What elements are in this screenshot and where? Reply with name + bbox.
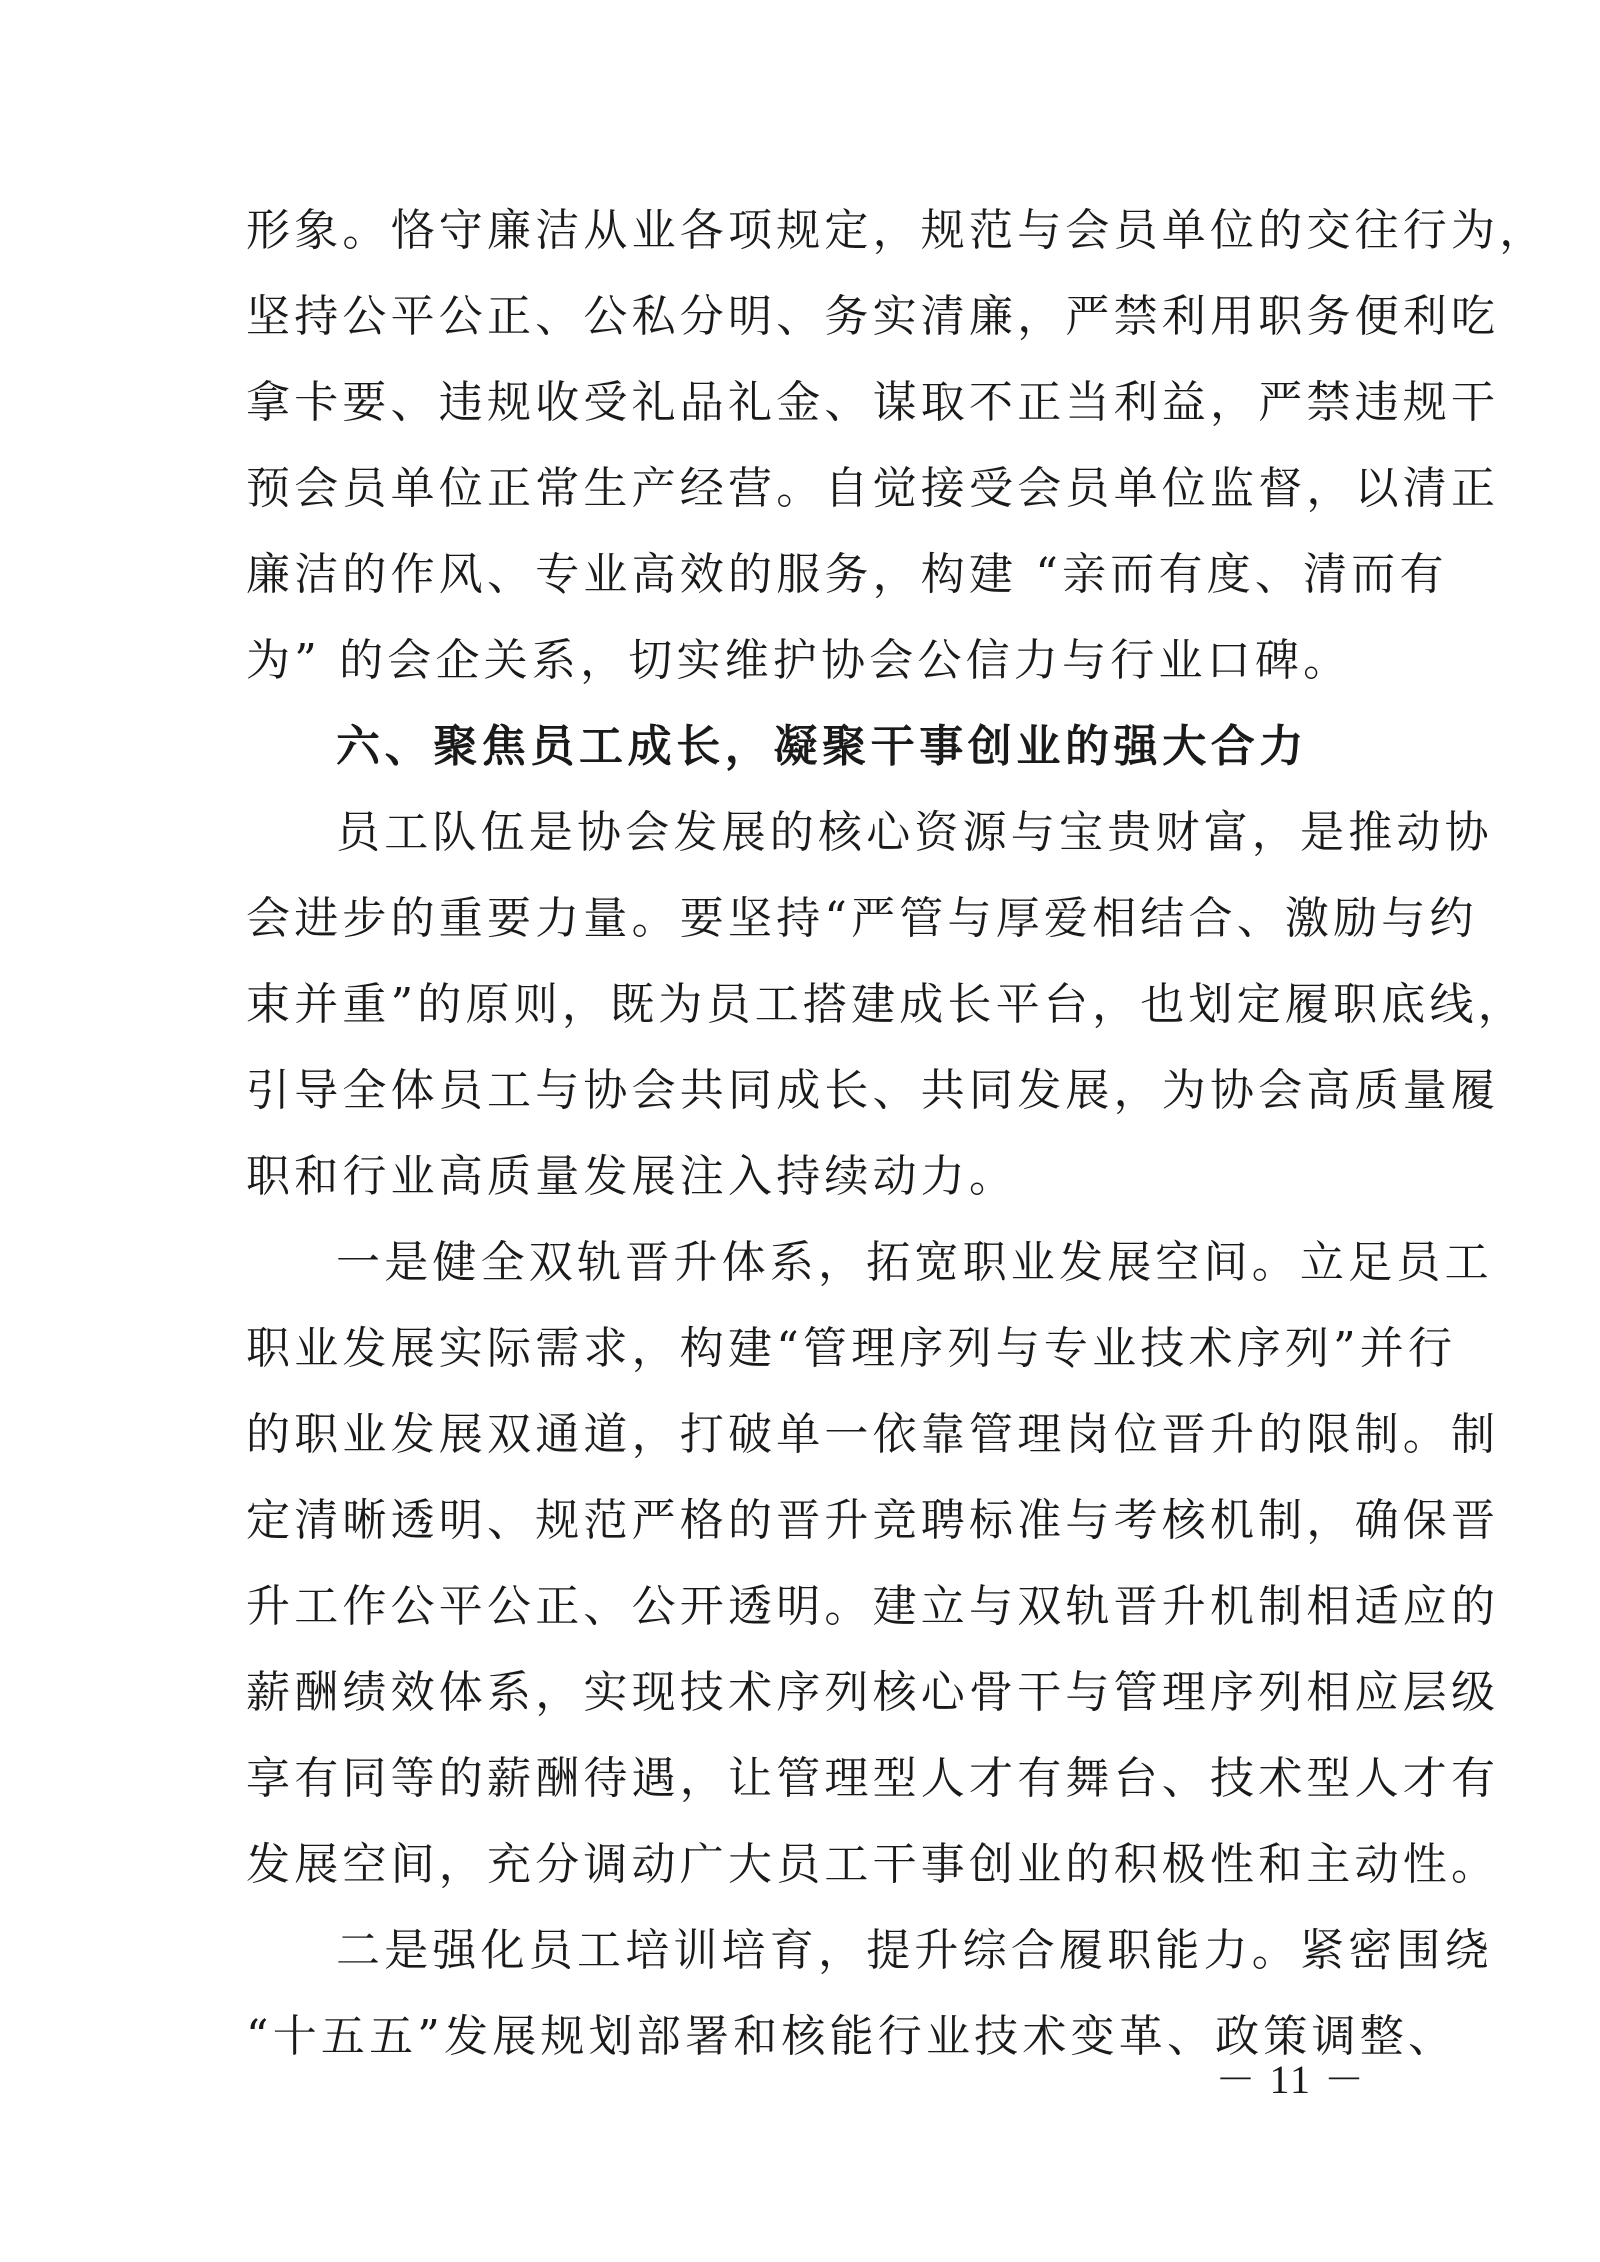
paragraph-line: 为” 的会企关系，切实维护协会公信力与行业口碑。: [246, 635, 1352, 686]
paragraph-line: 形象。恪守廉洁从业各项规定，规范与会员单位的交往行为，: [246, 205, 1548, 256]
paragraph-line: 定清晰透明、规范严格的晋升竞聘标准与考核机制，确保晋: [246, 1495, 1500, 1546]
paragraph-line: 享有同等的薪酬待遇，让管理型人才有舞台、技术型人才有: [246, 1753, 1500, 1804]
paragraph-line: 员工队伍是协会发展的核心资源与宝贵财富，是推动协: [336, 807, 1493, 858]
paragraph-line: 引导全体员工与协会共同成长、共同发展，为协会高质量履: [246, 1065, 1500, 1116]
page-number: － 11 －: [1215, 2057, 1366, 2102]
paragraph-line: 职业发展实际需求，构建“管理序列与专业技术序列”并行: [246, 1323, 1457, 1374]
paragraph-line: “十五五”发展规划部署和核能行业技术变革、政策调整、: [246, 2011, 1457, 2062]
paragraph-line: 的职业发展双通道，打破单一依靠管理岗位晋升的限制。制: [246, 1409, 1500, 1460]
paragraph-line: 预会员单位正常生产经营。自觉接受会员单位监督，以清正: [246, 463, 1500, 514]
paragraph-line: 二是强化员工培训培育，提升综合履职能力。紧密围绕: [336, 1925, 1493, 1976]
paragraph-line: 薪酬绩效体系，实现技术序列核心骨干与管理序列相应层级: [246, 1667, 1500, 1718]
paragraph-line: 廉洁的作风、专业高效的服务，构建 “亲而有度、清而有: [246, 549, 1448, 600]
paragraph-line: 束并重”的原则，既为员工搭建成长平台，也划定履职底线，: [246, 979, 1526, 1030]
paragraph-line: 一是健全双轨晋升体系，拓宽职业发展空间。立足员工: [336, 1237, 1493, 1288]
section-heading: 六、聚焦员工成长，凝聚干事创业的强大合力: [336, 721, 1308, 772]
paragraph-line: 会进步的重要力量。要坚持“严管与厚爱相结合、激励与约: [246, 893, 1478, 944]
paragraph-line: 拿卡要、违规收受礼品礼金、谋取不正当利益，严禁违规干: [246, 377, 1500, 428]
paragraph-line: 坚持公平公正、公私分明、务实清廉，严禁利用职务便利吃: [246, 291, 1500, 342]
paragraph-line: 职和行业高质量发展注入持续动力。: [246, 1151, 1018, 1202]
paragraph-line: 发展空间，充分调动广大员工干事创业的积极性和主动性。: [246, 1839, 1500, 1890]
paragraph-line: 升工作公平公正、公开透明。建立与双轨晋升机制相适应的: [246, 1581, 1500, 1632]
